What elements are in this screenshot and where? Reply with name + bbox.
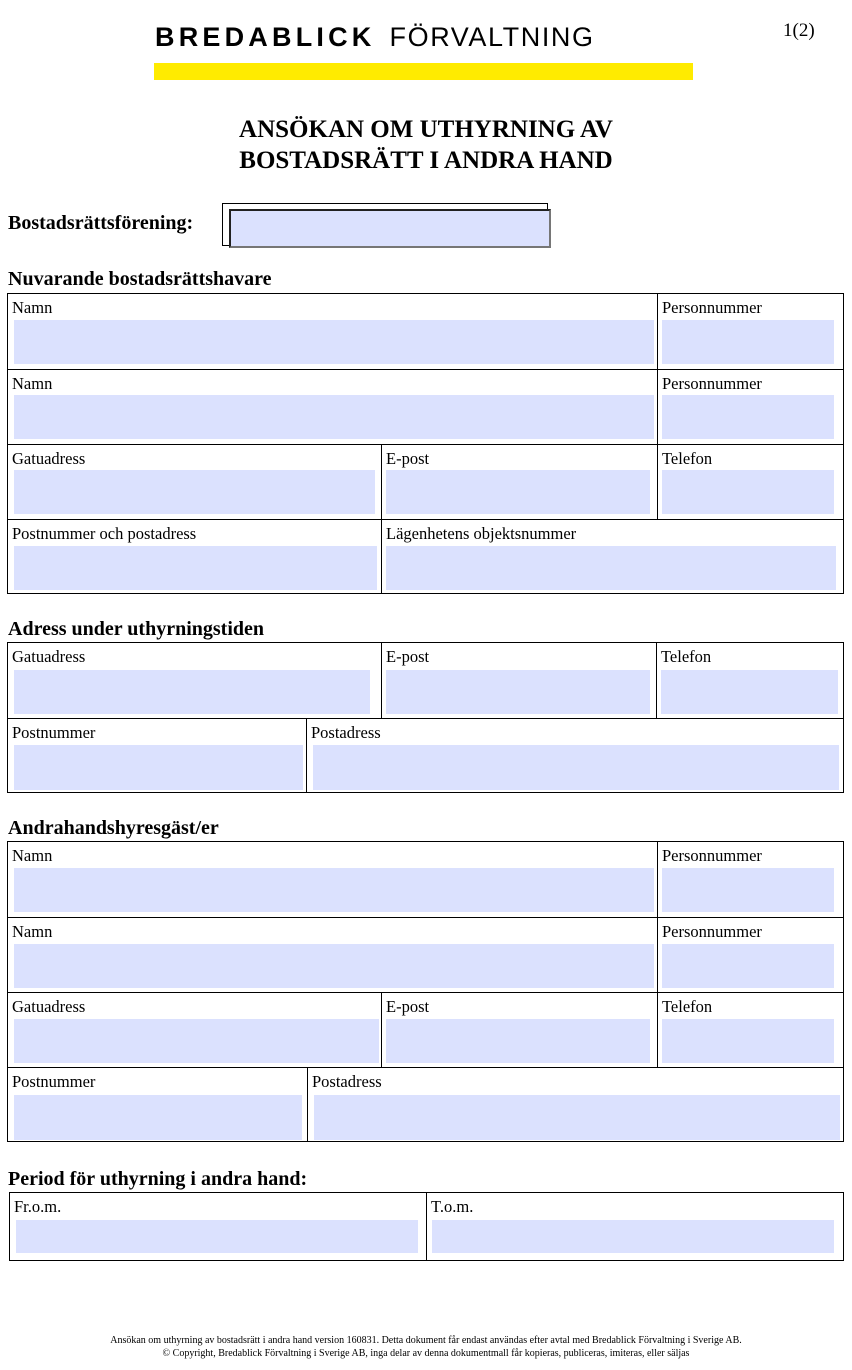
owner-name-2-label: Namn [12,374,53,393]
rental-street-label: Gatuadress [12,647,86,666]
period-to-cell [427,1193,843,1260]
owner-object-number-label: Lägenhetens objektsnummer [386,524,577,543]
period-from-cell [10,1193,426,1260]
period-from-input[interactable] [16,1220,418,1253]
owner-email-label: E-post [386,449,430,468]
owner-pnr-1-input[interactable] [662,320,834,364]
tenant-phone-input[interactable] [662,1019,834,1063]
owner-postal-input[interactable] [14,546,377,590]
rental-street-input[interactable] [14,670,370,714]
rental-zip-label: Postnummer [12,723,96,742]
rental-email-label: E-post [386,647,430,666]
tenant-street-label: Gatuadress [12,997,86,1016]
rental-email-cell [382,643,656,718]
owner-name-1-input[interactable] [14,320,654,364]
tenant-pnr-2-label: Personnummer [662,922,762,941]
owner-street-cell [8,445,381,520]
rental-email-input[interactable] [386,670,650,714]
owner-street-input[interactable] [14,470,375,514]
page-number: 1(2) [783,20,815,41]
owner-name-2-input[interactable] [14,395,654,439]
period-from-label: Fr.o.m. [14,1197,62,1216]
tenant-pnr-1-input[interactable] [662,868,834,912]
owner-street-label: Gatuadress [12,449,86,468]
rental-city-input[interactable] [313,745,839,790]
rental-phone-cell [657,643,844,718]
section-heading-current-owner: Nuvarande bostadsrättshavare [8,268,272,290]
tenant-name-2-input[interactable] [14,944,654,988]
brand-name-light: FÖRVALTNING [389,22,595,52]
tenant-name-2-label: Namn [12,922,53,941]
section-heading-period: Period för uthyrning i andra hand: [8,1168,308,1190]
footer-line-2: © Copyright, Bredablick Förvaltning i Sverige AB, inga delar av denna dokumentmall får kopieras, publiceras, imiteras, eller säljas [162,1348,690,1359]
tenant-city-cell [308,1068,844,1141]
tenant-pnr-2-cell [658,918,844,993]
owner-postal-cell [8,520,381,593]
tenant-zip-input[interactable] [14,1095,302,1140]
association-label: Bostadsrättsförening: [8,212,194,234]
owner-object-number-input[interactable] [386,546,836,590]
tenant-phone-cell [658,993,844,1068]
current-owner-form [7,293,844,594]
tenant-name-1-label: Namn [12,846,53,865]
owner-pnr-1-label: Personnummer [662,298,762,317]
tenant-street-cell [8,993,381,1068]
owner-pnr-2-label: Personnummer [662,374,762,393]
owner-name-1-label: Namn [12,298,53,317]
tenant-email-label: E-post [386,997,430,1016]
tenant-email-cell [382,993,657,1068]
section-heading-rental-address: Adress under uthyrningstiden [8,618,264,640]
tenant-zip-cell [8,1068,307,1141]
owner-phone-input[interactable] [662,470,834,514]
tenant-pnr-1-label: Personnummer [662,846,762,865]
association-field-frame [222,203,548,246]
tenant-zip-label: Postnummer [12,1072,96,1091]
rental-phone-input[interactable] [661,670,838,714]
tenant-pnr-2-input[interactable] [662,944,834,988]
association-input[interactable] [229,209,551,248]
owner-pnr-2-cell [658,370,844,445]
owner-name-1-cell [8,294,657,369]
owner-pnr-2-input[interactable] [662,395,834,439]
tenant-name-1-input[interactable] [14,868,654,912]
document-title-line-2: BOSTADSRÄTT I ANDRA HAND [239,147,613,174]
period-form [9,1192,844,1261]
tenant-name-1-cell [8,842,657,917]
document-title-line-1: ANSÖKAN OM UTHYRNING AV [239,116,613,143]
owner-email-input[interactable] [386,470,650,514]
rental-phone-label: Telefon [661,647,712,666]
tenant-street-input[interactable] [14,1019,379,1063]
owner-postal-label: Postnummer och postadress [12,524,197,543]
period-to-label: T.o.m. [431,1197,474,1216]
brand-logo [155,22,595,53]
tenants-form [7,841,844,1142]
tenant-city-input[interactable] [314,1095,840,1140]
owner-phone-cell [658,445,844,520]
rental-street-cell [8,643,381,718]
rental-city-label: Postadress [311,723,381,742]
brand-name-bold: BREDABLICK [155,22,376,52]
owner-email-cell [382,445,657,520]
tenant-name-2-cell [8,918,657,993]
owner-phone-label: Telefon [662,449,713,468]
brand-accent-bar [154,63,693,80]
period-to-input[interactable] [432,1220,834,1253]
tenant-email-input[interactable] [386,1019,650,1063]
rental-zip-cell [8,719,306,793]
owner-object-number-cell [382,520,844,593]
rental-city-cell [307,719,844,793]
footer-line-1: Ansökan om uthyrning av bostadsrätt i andra hand version 160831. Detta dokument får endast användas efter avtal med Bredablick Förvaltning i Sverige AB. [110,1335,742,1346]
section-heading-tenants: Andrahandshyresgäst/er [8,817,219,839]
tenant-city-label: Postadress [312,1072,382,1091]
tenant-phone-label: Telefon [662,997,713,1016]
period-bottom-rule [9,1260,844,1261]
rental-zip-input[interactable] [14,745,303,790]
rental-address-form [7,642,844,793]
owner-pnr-1-cell [658,294,844,369]
owner-name-2-cell [8,370,657,445]
tenant-pnr-1-cell [658,842,844,917]
